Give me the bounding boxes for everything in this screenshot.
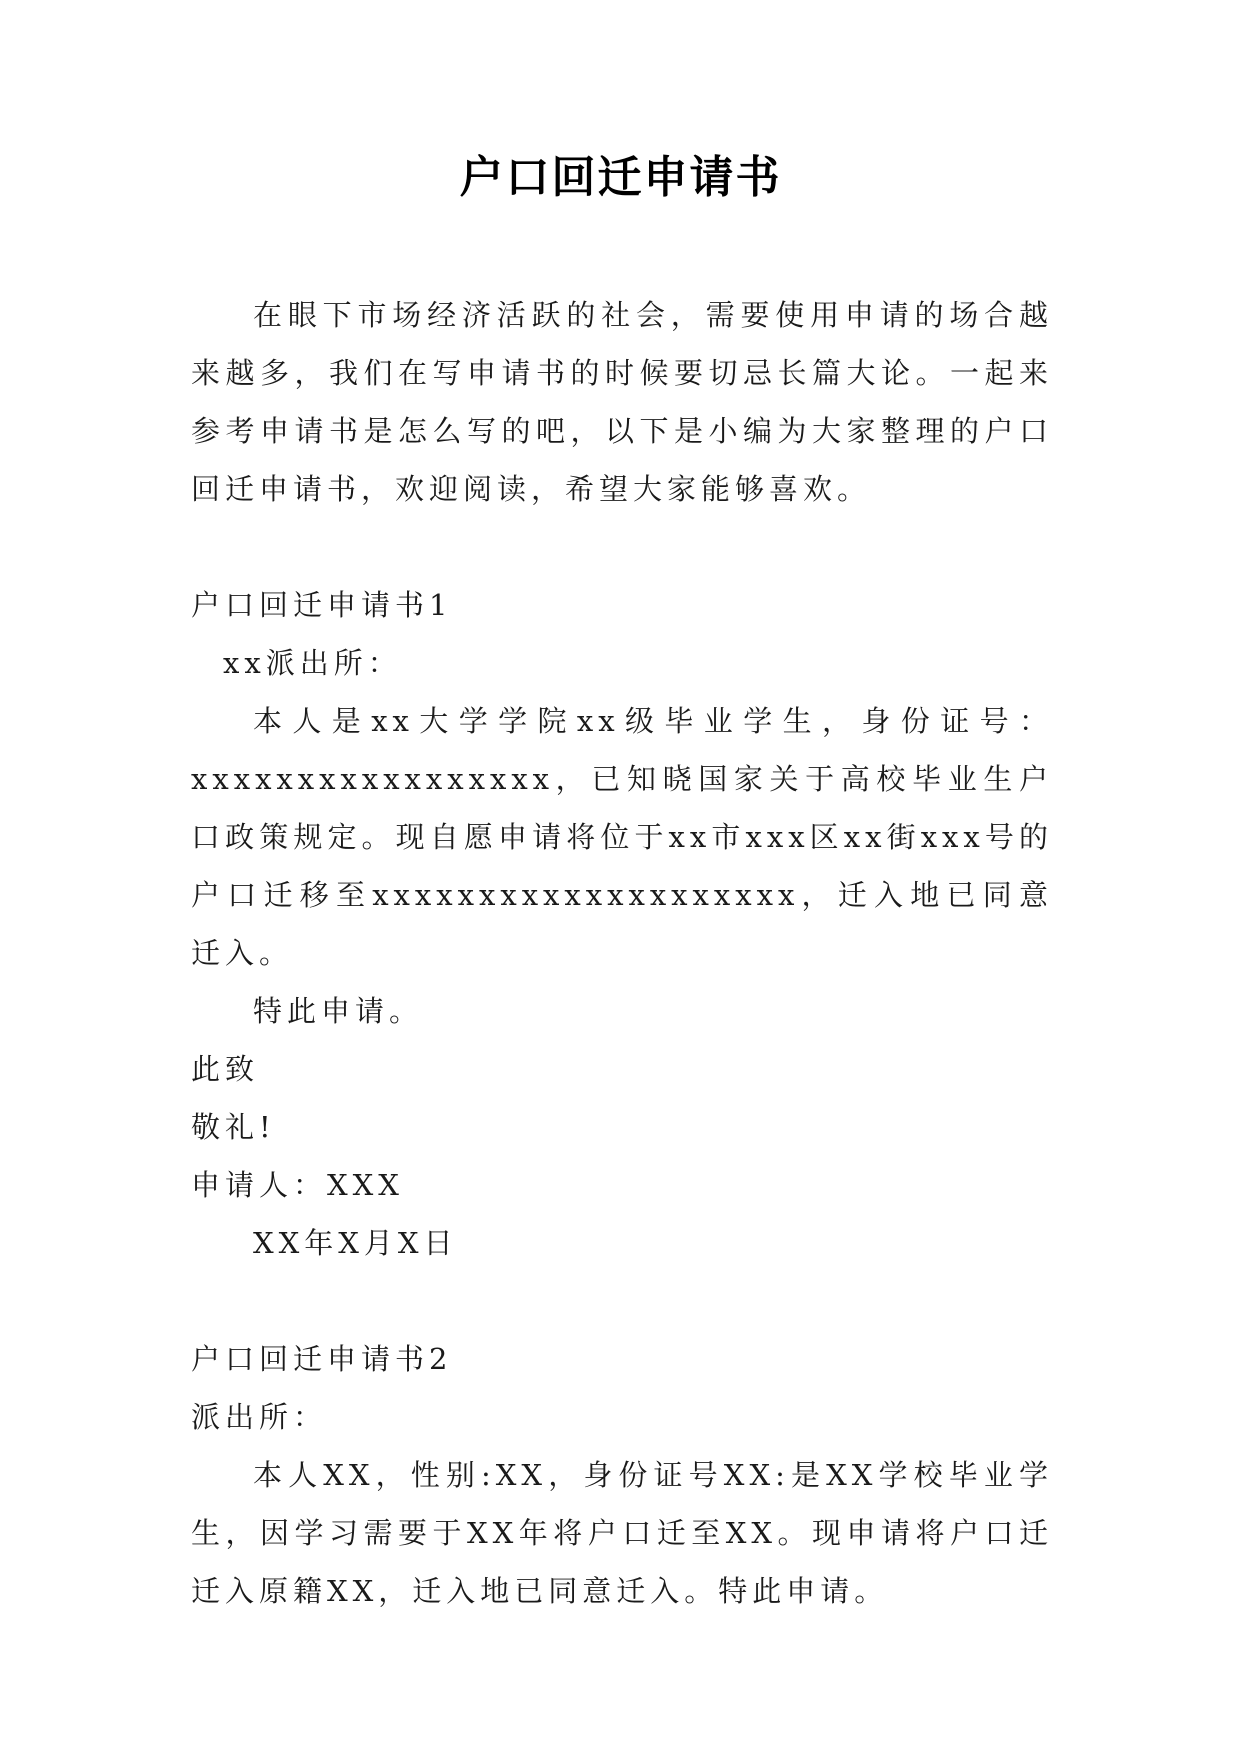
document-title: 户口回迁申请书 xyxy=(459,152,782,203)
document-body xyxy=(191,286,1053,1620)
section1-request: 特此申请。 xyxy=(253,994,424,1028)
section1-closing-2: 敬礼! xyxy=(191,1110,276,1144)
spacer xyxy=(191,1272,1053,1330)
section2-body: 本人XX，性别:XX，身份证号XX:是XX学校毕业学生，因学习需要于XX年将户口迁至XX。现申请将户口迁迁入原籍XX，迁入地已同意迁入。特此申请。 xyxy=(191,1458,1053,1608)
section1-body: 本人是xx大学学院xx级毕业学生，身份证号：xxxxxxxxxxxxxxxxx，已知晓国家关于高校毕业生户口政策规定。现自愿申请将位于xx市xxx区xx街xxx号的户口迁移至xxxxxxxxxxxxxxxxxxxx，迁入地已同意迁入。 xyxy=(191,704,1053,970)
section1-heading: 户口回迁申请书1 xyxy=(191,588,453,622)
section1-applicant: 申请人：XXX xyxy=(191,1168,404,1202)
section2-salutation: 派出所： xyxy=(191,1400,328,1434)
intro-paragraph: 在眼下市场经济活跃的社会，需要使用申请的场合越来越多，我们在写申请书的时候要切忌长篇大论。一起来参考申请书是怎么写的吧，以下是小编为大家整理的户口回迁申请书，欢迎阅读，希望大家能够喜欢。 xyxy=(191,298,1053,506)
section1-date: XX年X月X日 xyxy=(253,1226,458,1260)
section1-closing-1: 此致 xyxy=(191,1052,260,1086)
section1-salutation: xx派出所： xyxy=(223,646,402,680)
section2-heading: 户口回迁申请书2 xyxy=(191,1342,453,1376)
spacer xyxy=(191,518,1053,576)
